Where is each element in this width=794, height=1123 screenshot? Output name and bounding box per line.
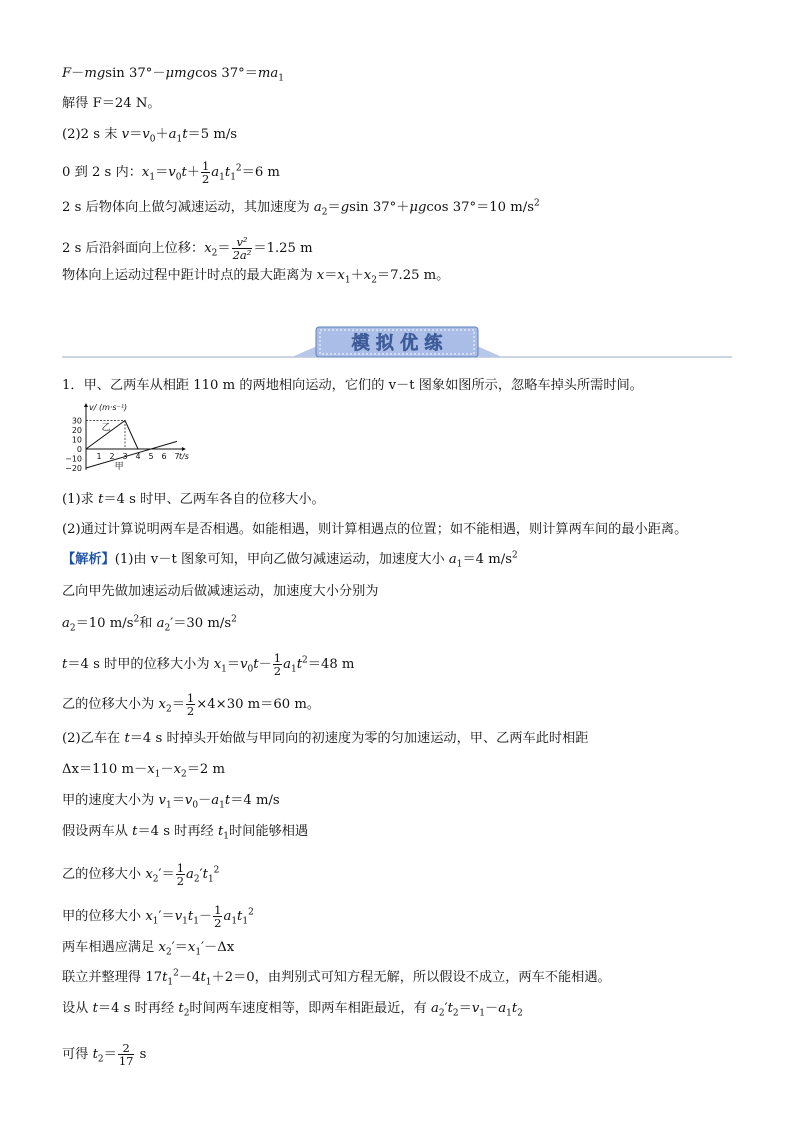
y-tick-label: 30 [71, 416, 82, 426]
fraction: $\frac{\text{v²}}{\text{2a²}}$ [232, 235, 252, 262]
problem-statement: 1．甲、乙两车从相距 110 m 的两地相向运动，它们的 v－t 图象如图所示，忽略车掉头所需时间。 [62, 378, 643, 393]
analysis-line-11: 甲的位移大小 $x_1'=v_1t_1-$ $\frac{1}{2}$ $a_1t_1^2$ [62, 903, 254, 930]
x-tick-label: 5 [148, 452, 154, 461]
analysis-line-7: Δx＝110 $m-x_1-x_2=2$ m [62, 762, 226, 780]
analysis-line-15: 可得 $t_2=$ $\frac{2}{17}$ s [62, 1041, 147, 1068]
displacement-up-slope: 2 s 后沿斜面向上位移：$x_2=$ $\frac{\text{v²}}{\text{2a²}}$ ＝1.25 m [62, 235, 313, 262]
analysis-line-3: $a_2=10$ $m/s^2$和 $a_2'=30$ $m/s^2$ [62, 614, 237, 634]
question-2: (2)通过计算说明两车是否相遇。如能相遇，则计算相遇点的位置；如不能相遇，则计算两车间的最小距离。 [62, 522, 688, 537]
analysis-line-13: 联立并整理得 $17t_1^2-4t_1+2=0$，由判别式可知方程无解，所以假设不成立，两车不能相遇。 [62, 968, 611, 988]
max-distance: 物体向上运动过程中距计时点的最大距离为 $x=x_1+x_2=7.25$ m。 [62, 268, 450, 286]
analysis-line-14: 设从 t＝4 s 时再经 $t_2$时间两车速度相等，即两车相距最近，有 $a_2't_2=v_1-a_1t_2$ [62, 1001, 523, 1019]
analysis-line-2: 乙向甲先做加速运动后做减速运动，加速度大小分别为 [62, 584, 379, 599]
banner-title: 模 拟 优 练 [351, 333, 443, 354]
section-banner [62, 324, 732, 360]
x-tick-label: 6 [161, 452, 167, 461]
x-tick-label: 3 [122, 452, 128, 461]
series-label-yi: 乙 [101, 423, 111, 433]
y-tick-label: −10 [65, 454, 82, 464]
vt-chart [62, 402, 212, 478]
y-tick-label: −20 [65, 464, 82, 473]
y-axis-label: v/ (m·s⁻¹) [89, 403, 128, 412]
x-tick-label: 2 [109, 452, 115, 461]
deceleration-after-2s: 2 s 后物体向上做匀减速运动，其加速度为 $a_2=gsin$ 37°＋μgcos 37°＝10 $m/s^2$ [62, 198, 540, 218]
series-label-jia: 甲 [114, 461, 124, 472]
banner-left-wing [292, 346, 317, 357]
banner-right-wing [477, 346, 502, 357]
analysis-line-8: 甲的速度大小为 $v_1=v_0-a_1t=4$ m/s [62, 793, 280, 811]
x-tick-label: 1 [96, 452, 102, 461]
analysis-line-5: 乙的位移大小为 $x_2=$ $\frac{1}{2}$ ×4×30 m＝60 m。 [62, 691, 321, 718]
analysis-line-12: 两车相遇应满足 $x_2'=x_1'-\Delta x$ [62, 940, 235, 958]
fraction: $\frac{2}{17}$ [118, 1041, 134, 1068]
question-1: (1)求 t＝4 s 时甲、乙两车各自的位移大小。 [62, 492, 325, 507]
y-tick-label: 10 [71, 435, 82, 445]
y-axis-arrow [84, 403, 88, 407]
x-tick-label: 7 [174, 452, 180, 461]
displacement-0-2s: 0 到 2 s 内：$x_1=v_0t+$ $\frac{1}{2}$ $a_1t_1^2=6$ m [62, 159, 280, 186]
analysis-tag: 【解析】 [62, 552, 115, 567]
y-tick-label: 0 [76, 445, 82, 454]
fraction: $\frac{1}{2}$ [214, 903, 222, 930]
result-force: 解得 F＝24 N。 [62, 96, 161, 111]
analysis-line-1: 【解析】(1)由 v－t 图象可知，甲向乙做匀减速运动，加速度大小 $a_1=4$ $m/s^2$ [62, 550, 518, 570]
chart-labels [65, 403, 189, 473]
fraction: $\frac{1}{2}$ [186, 691, 195, 718]
series-line-yi [86, 421, 138, 450]
fraction: $\frac{1}{2}$ [201, 159, 210, 186]
x-tick-label: 4 [135, 452, 141, 461]
analysis-line-6: (2)乙车在 t＝4 s 时掉头开始做与甲同向的初速度为零的匀加速运动，甲、乙两车此时相距 [62, 731, 589, 746]
analysis-line-4: t＝4 s 时甲的位移大小为 $x_1=v_0t-$ $\frac{1}{2}$ $a_1t^2=48$ m [62, 651, 355, 678]
y-tick-label: 20 [71, 426, 82, 435]
equation-force-balance: F－mgsin 37°－μmgcos $37^\circ=ma_1$ [62, 66, 285, 84]
velocity-at-2s: (2)2 s 末 $v=v_0+a_1t=5$ m/s [62, 127, 238, 145]
fraction: $\frac{1}{2}$ [273, 651, 282, 678]
x-axis-arrow [182, 447, 186, 451]
analysis-line-10: 乙的位移大小 $x_2'=$ $\frac{1}{2}$ $a_2't_1^2$ [62, 861, 220, 888]
fraction: $\frac{1}{2}$ [176, 861, 185, 888]
x-axis-label: t/s [178, 452, 189, 461]
analysis-line-9: 假设两车从 t＝4 s 时再经 $t_1$时间能够相遇 [62, 824, 309, 842]
